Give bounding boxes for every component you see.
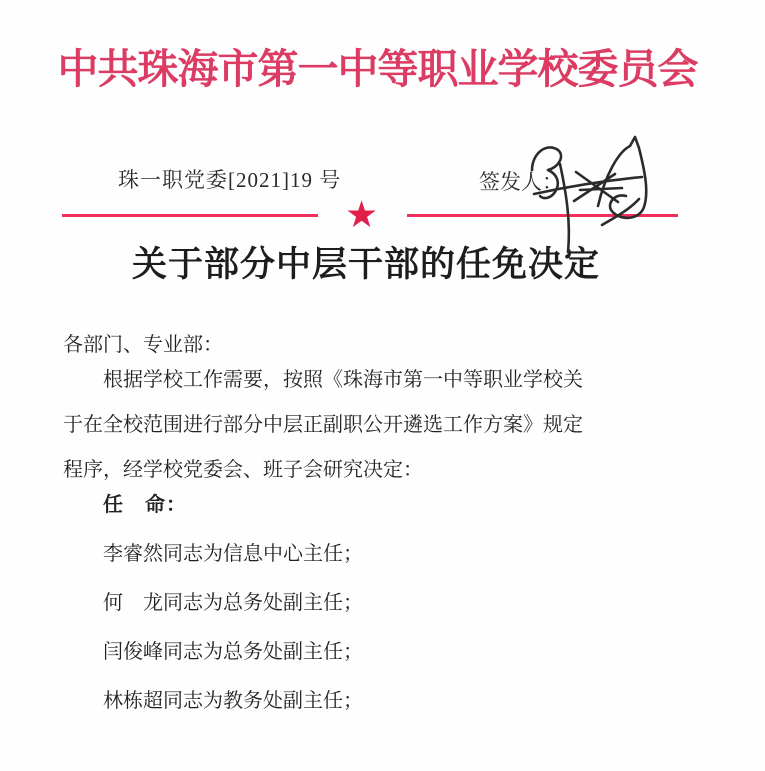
appointment-line: 闫俊峰同志为总务处副主任； <box>103 641 363 663</box>
issuer-label: 签发人： <box>479 170 563 194</box>
document-number: 珠一职党委[2021]19 号 <box>118 168 342 192</box>
issuing-org-title: 中共珠海市第一中等职业学校委员会 <box>57 46 698 92</box>
paragraph-line: 于在全校范围进行部分中层正副职公开遴选工作方案》规定 <box>63 414 583 436</box>
paragraph-line: 根据学校工作需要，按照《珠海市第一中等职业学校关 <box>103 369 583 391</box>
red-rule-left-segment <box>62 214 318 217</box>
appointment-line: 何 龙同志为总务处副主任； <box>103 592 363 614</box>
appointments-block <box>103 481 363 726</box>
issuer-signature-icon <box>518 130 670 265</box>
appointment-line: 林栋超同志为教务处副主任； <box>103 690 363 712</box>
body-paragraph <box>63 358 593 493</box>
appointment-heading: 任 命： <box>103 494 187 516</box>
appointment-line: 李睿然同志为信息中心主任； <box>103 543 363 565</box>
star-icon: ★ <box>345 195 379 236</box>
document-title: 关于部分中层干部的任免决定 <box>131 245 600 284</box>
salutation-line: 各部门、专业部： <box>63 334 223 356</box>
paragraph-line: 程序，经学校党委会、班子会研究决定： <box>63 459 423 481</box>
